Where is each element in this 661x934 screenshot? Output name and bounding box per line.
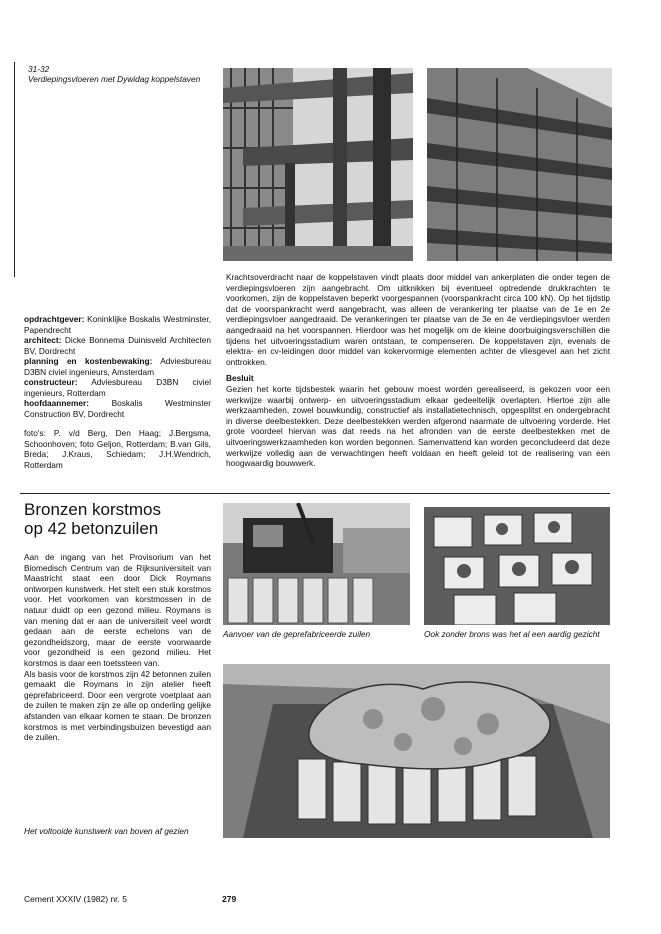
credit-opdrachtgever: opdrachtgever: Koninklijke Boskalis Westminster, Papendrecht: [24, 314, 211, 335]
article-body: [24, 552, 211, 743]
credit-constructeur: constructeur: Adviesbureau D3BN civiel ingenieurs, Rotterdam: [24, 377, 211, 398]
footer-page-number: 279: [222, 894, 237, 904]
photo-floor-slabs-columns: [223, 68, 413, 261]
section-divider: [20, 493, 610, 494]
body-paragraph-2: Gezien het korte tijdsbestek waarin het gebouw moest worden gerealiseerd, is gekozen voor een werkwijze waarbij ontwerp- en uitvoeringsstadium elkaar gedeeltelijk overlapten. Hiertoe zijn alle werkzaamheden, zowel bouwkundig, constructief als installatietechnisch, opgesplitst en ondergebracht in diverse deelbestekken. Deze deelbestekken werden afgerond naarmate de uitvoering vorderde. Het grote voordeel hiervan was dat reeds na het afronden van de eerste deelbestekken met de uitvoeringswerkzaamheden kon worden begonnen. Samenvattend kan worden geconcludeerd dat deze werkwijze volledig aan de verwachtingen heeft voldaan en heeft geleid tot de realisering van een hoogwaardig bouwwerk.: [226, 383, 610, 469]
margin-rule: [14, 62, 15, 277]
photo-columns-without-bronze: [424, 507, 610, 625]
credit-planning: planning en kostenbewaking: Adviesbureau D3BN civiel ingenieurs, Amsterdam: [24, 356, 211, 377]
article-title: [24, 500, 214, 538]
photo-completed-artwork: [223, 664, 610, 838]
photo-caption-31-32: [28, 64, 208, 85]
credit-hoofdaannemer: hoofdaannemer: Boskalis Westminster Construction BV, Dordrecht: [24, 398, 212, 419]
photo-truck-delivery: [223, 503, 410, 625]
caption-photo-a: Aanvoer van de geprefabriceerde zuilen: [223, 629, 371, 639]
body-paragraph-1: Krachtsoverdracht naar de koppelstaven vindt plaats door middel van ankerplaten die onder tegen de verdiepingsvloeren zijn aangebracht. Om uitknikken bij eventueel optredende drukkrachten te voorkomen, zijn de koppelstaven beperkt voorgespannen (voorspankracht circa 100 kN). Op het tijdstip dat de voorspankracht werd aangebracht, was alleen de verankering ter plaatse van de 1e en 2e verdiepingsvloer aangedraaid. De verankeringen ter plaatse van de 3e en 4e verdiepingsvloer werden aangedraaid na het voorspannen. Hierdoor was het mogelijk om de kleine doorbuigingsverschillen die tijdens het uitvoeringsstadium waren ontstaan, te compenseren. De koppelstaven zijn, evenals de elektra- en cv-leidingen door middel van kokervormige elementen achter de vliesgevel aan het zicht onttrokken.: [226, 272, 610, 367]
main-text-column: [226, 272, 610, 469]
article-paragraph-2: Als basis voor de korstmos zijn 42 betonnen zuilen gemaakt die Roymans in zijn atelier heeft geprefabriceerd. Door een vergrote voetplaat aan de zuilen te maken zijn ze alle op onderling gelijke afstanden van elkaar komen te staan. De bronzen korstmos is met verbindingsbuizen bevestigd aan de zuilen.: [24, 668, 211, 743]
section-heading-besluit: Besluit: [226, 373, 254, 384]
caption-photo-b: Ook zonder brons was het al een aardig gezicht: [424, 629, 600, 639]
photo-credits: foto's: P. v/d Berg, Den Haag; J.Bergsma, Schoonhoven; foto Geljon, Rotterdam; B.van Gils, Breda; J.Kraus, Schiedam; J.H.Wendrich, Rotterdam: [24, 428, 211, 470]
caption-photo-c: Het voltooide kunstwerk van boven af gezien: [24, 826, 189, 836]
article-paragraph-1: Aan de ingang van het Provisorium van het Biomedisch Centrum van de Rijksuniversiteit van Maastricht staat een door Dick Roymans ontworpen kunstwerk. Het stelt een stuk korstmos voor. Het voorkomen van korstmossen in de natuur duidt op een gezond milieu. Roymans is van mening dat er aan de universiteit veel wordt gedaan aan de eerste echelons van de gezondheidszorg, maar de eerste voorwaarde voor gezondheid is een gezond milieu. Het korstmos is daar een toetssteen van.: [24, 552, 211, 668]
project-credits: [24, 314, 211, 470]
credit-architect: architect: Dicke Bonnema Duinisveld Architecten BV, Dordrecht: [24, 335, 211, 356]
footer-journal: Cement XXXIV (1982) nr. 5: [24, 894, 127, 904]
title-line-1: Bronzen korstmos: [24, 500, 161, 519]
photo-building-scaffolding: [427, 68, 612, 261]
caption-text: Verdiepingsvloeren met Dywidag koppelstaven: [28, 74, 201, 85]
title-line-2: op 42 betonzuilen: [24, 519, 159, 538]
caption-number: 31-32: [28, 64, 50, 74]
